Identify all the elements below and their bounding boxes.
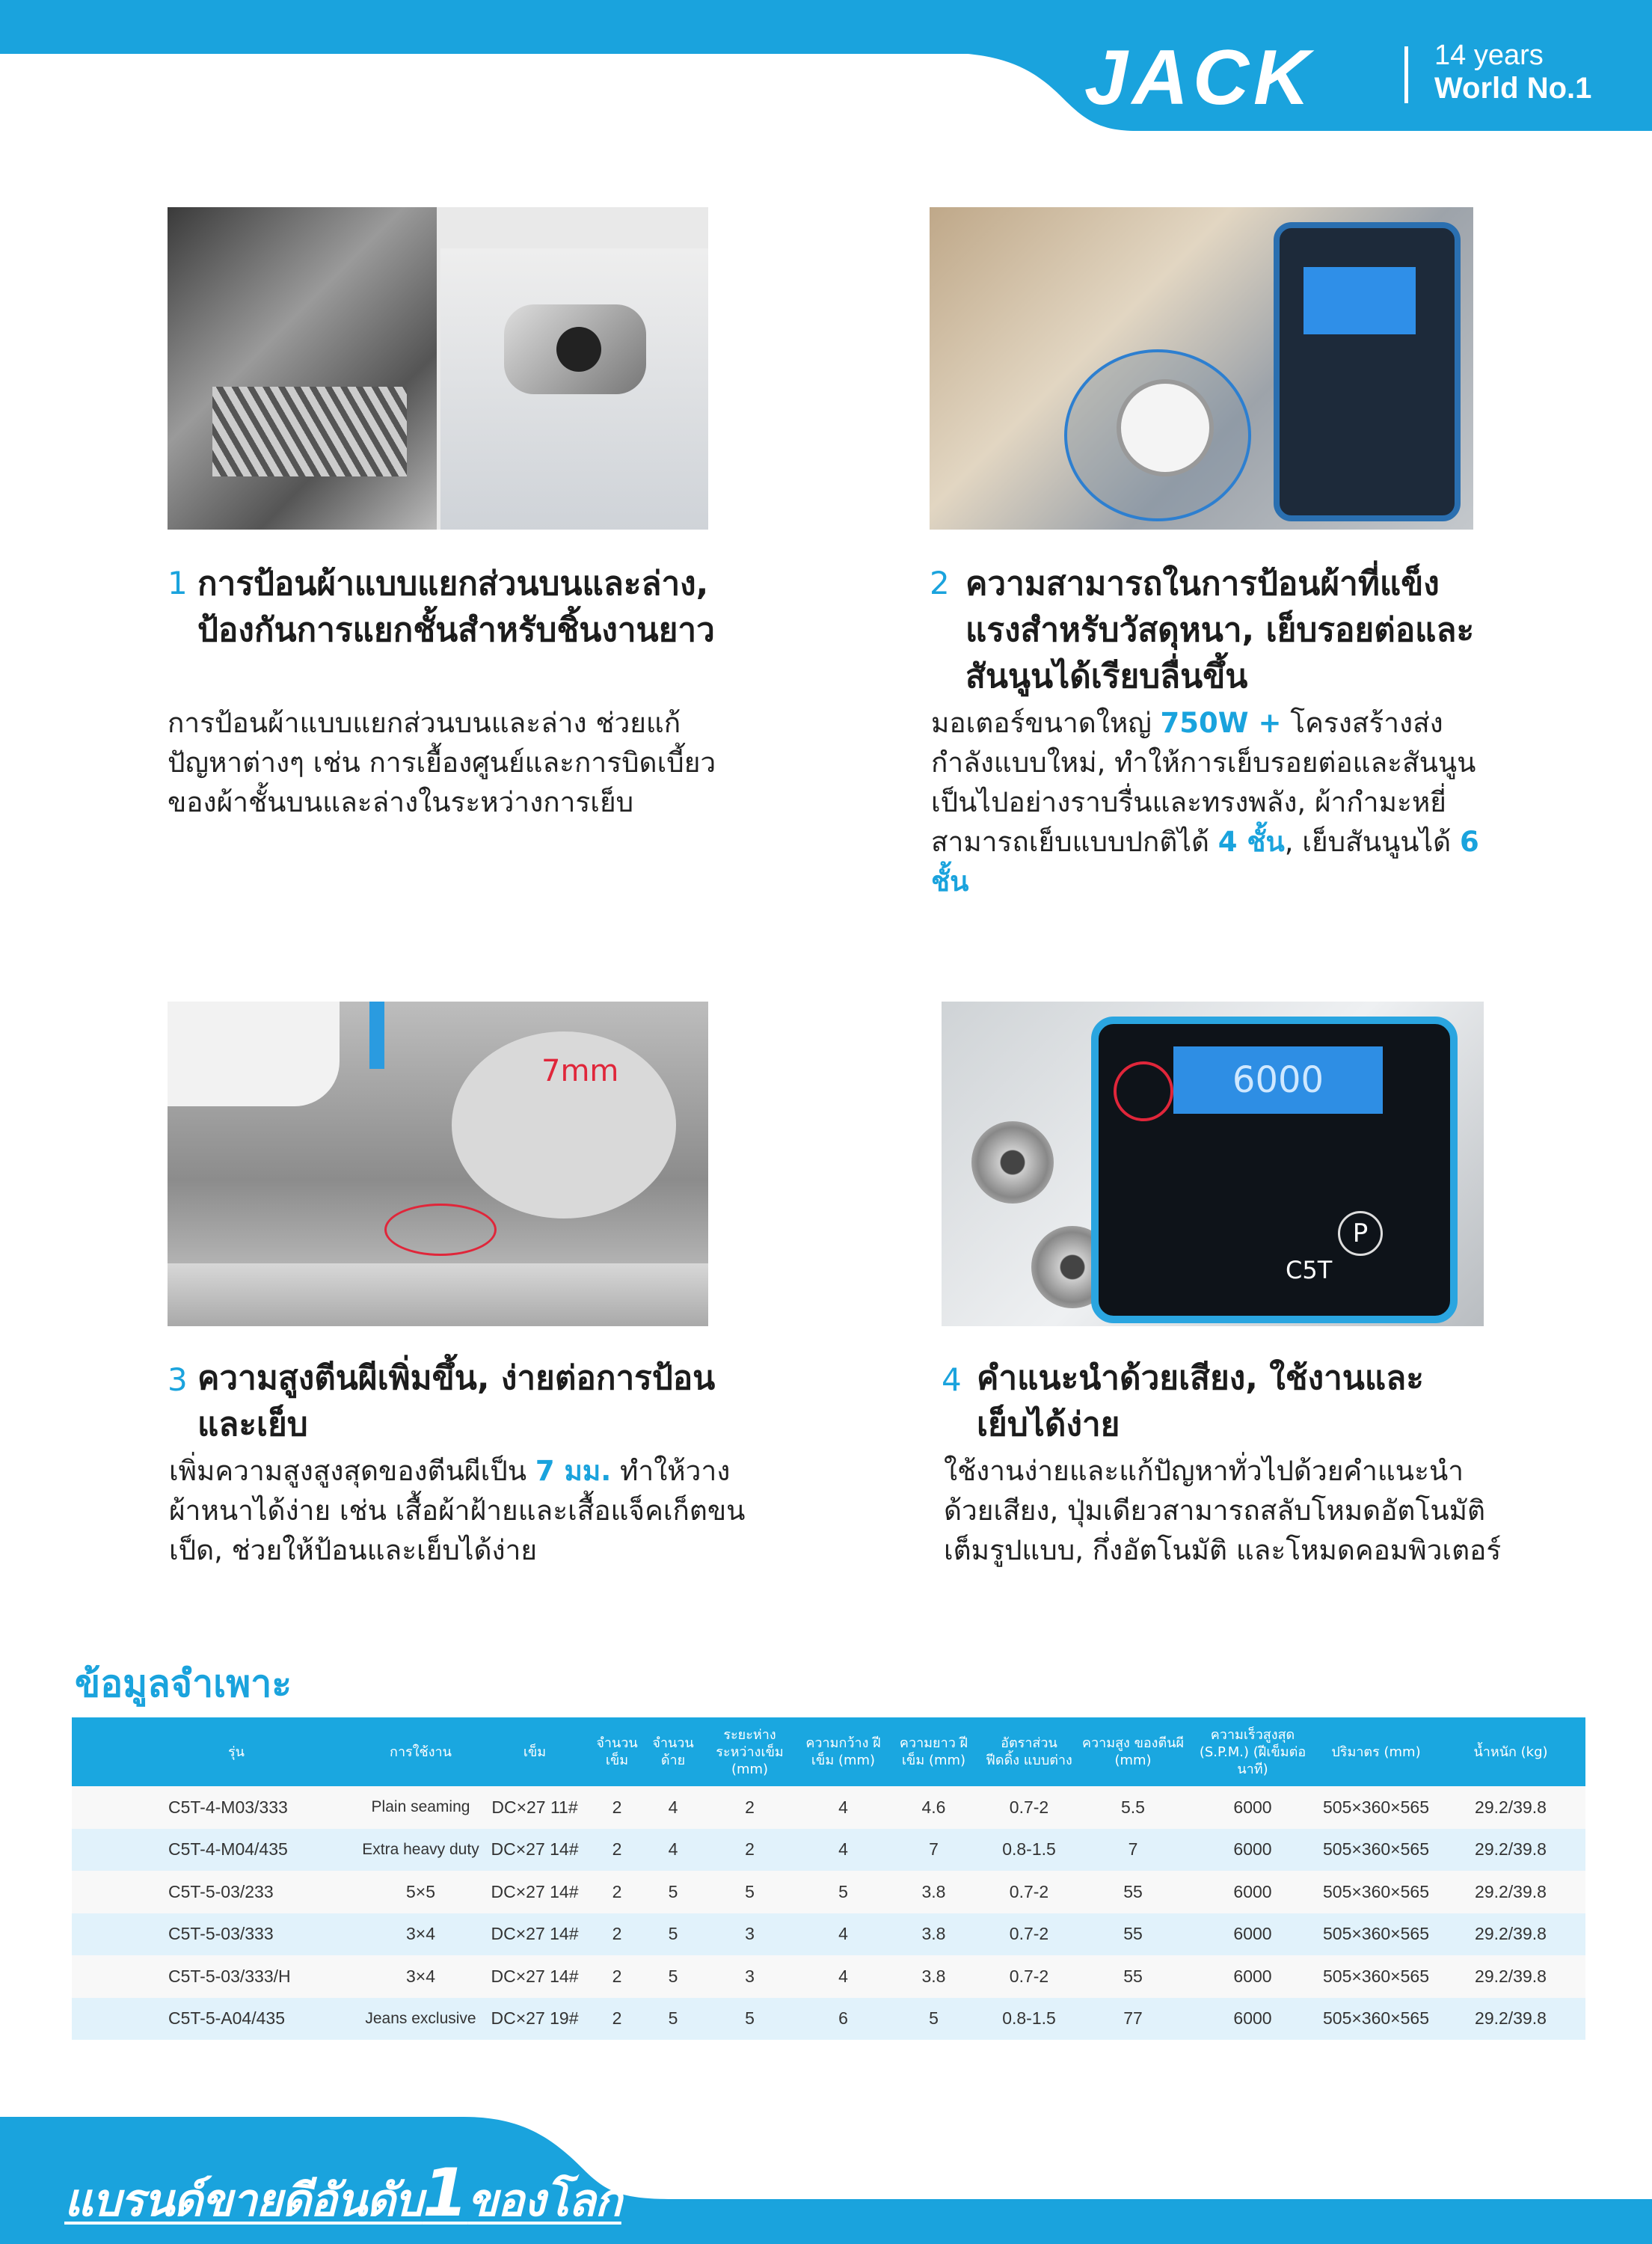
table-row: [72, 1998, 1585, 2041]
table-cell: 29.2/39.8: [1475, 1881, 1547, 1901]
table-cell: 5: [668, 1966, 678, 1986]
table-cell: 0.8-1.5: [1002, 2008, 1056, 2029]
table-cell: 4: [838, 1839, 848, 1860]
table-cell: 4: [668, 1797, 678, 1817]
table-cell: 4: [838, 1966, 848, 1986]
feature-3-image: [168, 1002, 708, 1326]
table-cell: 0.7-2: [1009, 1881, 1049, 1901]
table-cell: 505×360×565: [1323, 1839, 1429, 1860]
table-cell: C5T-5-A04/435: [168, 2008, 285, 2029]
jack-logo: JACK: [1084, 34, 1315, 121]
table-cell: 3.8: [921, 1966, 946, 1986]
table-cell: 29.2/39.8: [1475, 1797, 1547, 1817]
table-cell: DC×27 14#: [491, 1881, 579, 1901]
table-cell: 505×360×565: [1323, 1966, 1429, 1986]
feature-2-image: [930, 207, 1473, 530]
slogan-part2: ของโลก: [467, 2174, 621, 2227]
column-header: น้ำหนัก (kg): [1473, 1744, 1548, 1760]
highlight-750w: 750W +: [1160, 707, 1282, 739]
feature-4-image: [942, 1002, 1484, 1326]
table-cell: 6000: [1233, 1966, 1272, 1986]
table-cell: 5×5: [405, 1881, 435, 1901]
table-cell: 5.5: [1121, 1797, 1145, 1817]
table-cell: 0.7-2: [1009, 1924, 1049, 1944]
table-cell: 4.6: [921, 1797, 946, 1817]
highlight-7mm: 7 มม.: [535, 1455, 612, 1487]
table-cell: DC×27 19#: [491, 2008, 579, 2029]
table-row: [72, 1829, 1585, 1871]
table-cell: 2: [612, 2008, 622, 2029]
table-cell: 6000: [1233, 1924, 1272, 1944]
column-header: ความเร็วสูงสุด (S.P.M.) (ฝีเข็มต่อนาที): [1199, 1726, 1306, 1777]
table-cell: 6000: [1233, 1797, 1272, 1817]
table-cell: 2: [612, 1839, 622, 1860]
table-cell: 5: [745, 2008, 755, 2029]
table-cell: 4: [838, 1797, 848, 1817]
table-cell: 0.7-2: [1009, 1797, 1049, 1817]
table-row: [72, 1786, 1585, 1829]
feature-1-body: [168, 703, 736, 822]
table-cell: 29.2/39.8: [1475, 1966, 1547, 1986]
table-cell: 5: [668, 1881, 678, 1901]
body-text: ทำให้วางผ้าหนาได้ง่าย เช่น เสื้อผ้าฝ้ายและเสื้อแจ็คเก็ตขนเป็ด, ช่วยให้ป้อนและเย็บได้ง่าย: [169, 1455, 746, 1566]
spec-table-header: [72, 1717, 1585, 1786]
table-cell: 3.8: [921, 1881, 946, 1901]
tagline-world-no1: World No.1: [1434, 72, 1592, 105]
table-cell: 4: [668, 1839, 678, 1860]
table-cell: 3: [745, 1966, 755, 1986]
logo-tagline: [1434, 39, 1591, 105]
table-cell: 29.2/39.8: [1475, 1839, 1547, 1860]
speaker-button-highlight: [1114, 1061, 1173, 1121]
feature-1-title: การป้อนผ้าแบบแยกส่วนบนและล่าง, ป้องกันการแยกชั้นสำหรับชิ้นงานยาว: [197, 565, 715, 649]
table-cell: C5T-4-M04/435: [168, 1839, 288, 1860]
table-cell: C5T-5-03/233: [168, 1881, 274, 1901]
table-cell: 6000: [1233, 2008, 1272, 2029]
panel-display: 6000: [1173, 1046, 1383, 1114]
table-cell: 505×360×565: [1323, 2008, 1429, 2029]
highlight-4-layers: 4 ชั้น: [1217, 826, 1285, 858]
table-cell: 3×4: [405, 1924, 435, 1944]
table-cell: 5: [668, 1924, 678, 1944]
table-cell: 5: [745, 1881, 755, 1901]
feature-4-body: [944, 1451, 1505, 1570]
table-cell: 2: [612, 1924, 622, 1944]
column-header: รุ่น: [228, 1744, 245, 1760]
table-cell: DC×27 11#: [491, 1797, 578, 1817]
feature-4-title: คำแนะนำด้วยเสียง, ใช้งานและเย็บได้ง่าย: [977, 1359, 1424, 1444]
column-header: การใช้งาน: [390, 1744, 452, 1760]
table-cell: 6000: [1233, 1839, 1272, 1860]
table-cell: 505×360×565: [1323, 1924, 1429, 1944]
table-cell: 2: [612, 1881, 622, 1901]
tagline-years: 14 years: [1434, 40, 1544, 71]
panel-p-button: P: [1338, 1211, 1383, 1256]
feature-2-body: [931, 703, 1488, 901]
table-cell: 6000: [1233, 1881, 1272, 1901]
panel-model: C5T: [1286, 1256, 1333, 1284]
table-cell: C5T-5-03/333/H: [168, 1966, 291, 1986]
table-cell: 3.8: [921, 1924, 946, 1944]
table-row: [72, 1871, 1585, 1913]
highlight-6-layers: 6 ชั้น: [931, 826, 1479, 898]
table-cell: 3×4: [405, 1966, 435, 1986]
body-text: เพิ่มความสูงสูงสุดของตีนผีเป็น: [169, 1455, 535, 1487]
table-cell: 55: [1123, 1881, 1143, 1901]
table-cell: Jeans exclusive: [365, 2009, 476, 2027]
column-header: เข็ม: [523, 1744, 547, 1760]
table-row: [72, 1955, 1585, 1998]
table-cell: DC×27 14#: [491, 1924, 579, 1944]
footer-slogan: [64, 2154, 621, 2236]
column-header: ความยาว ฝีเข็ม (mm): [899, 1735, 968, 1768]
feature-2-title: ความสามารถในการป้อนผ้าที่แข็งแรงสำหรับวัสดุหนา, เย็บรอยต่อและสันนูนได้เรียบลื่นขึ้น: [965, 565, 1475, 696]
logo-divider: [1404, 46, 1408, 103]
table-cell: 2: [745, 1839, 755, 1860]
table-cell: 3: [745, 1924, 755, 1944]
body-text: ใช้งานง่ายและแก้ปัญหาทั่วไปด้วยคำแนะนำด้วยเสียง, ปุ่มเดียวสามารถสลับโหมดอัตโนมัติเต็มรูปแบบ, กึ่งอัตโนมัติ และโหมดคอมพิวเตอร์: [944, 1455, 1502, 1566]
feature-3-number: 3: [168, 1361, 188, 1398]
slogan-part1: แบรนด์ขายดีอันดับ: [64, 2174, 423, 2227]
table-cell: 0.7-2: [1009, 1966, 1049, 1986]
table-cell: C5T-4-M03/333: [168, 1797, 288, 1817]
feature-4-number: 4: [942, 1361, 962, 1398]
body-text: โครงสร้างส่งกำลังแบบใหม่, ทำให้การเย็บรอยต่อและสันนูนเป็นไปอย่างราบรื่นและทรงพลัง, ผ้ากำมะหยี่ สามารถเย็บแบบปกติได้: [931, 707, 1476, 858]
table-cell: 505×360×565: [1323, 1797, 1429, 1817]
feature-1-image: [168, 207, 708, 530]
table-cell: 2: [612, 1797, 622, 1817]
table-cell: DC×27 14#: [491, 1966, 579, 1986]
slogan-number: 1: [422, 2154, 468, 2231]
table-cell: 4: [838, 1924, 848, 1944]
column-header: จำนวน เข็ม: [596, 1735, 638, 1768]
height-annotation: 7mm: [541, 1054, 619, 1088]
column-header: ความสูง ของตีนผี (mm): [1081, 1735, 1185, 1768]
column-header: จำนวน ด้าย: [652, 1735, 694, 1768]
table-cell: 0.8-1.5: [1002, 1839, 1056, 1860]
table-cell: 5: [838, 1881, 848, 1901]
spec-table: [72, 1717, 1585, 2040]
table-cell: 6: [838, 2008, 848, 2029]
table-cell: 5: [668, 2008, 678, 2029]
table-cell: 5: [929, 2008, 939, 2029]
table-cell: 29.2/39.8: [1475, 1924, 1547, 1944]
table-cell: Plain seaming: [371, 1798, 470, 1816]
table-cell: 2: [745, 1797, 755, 1817]
feature-1-number: 1: [168, 565, 188, 601]
spec-title: ข้อมูลจำเพาะ: [75, 1662, 292, 1705]
feature-3-body: [169, 1451, 752, 1570]
feature-3-title: ความสูงตีนผีเพิ่มขึ้น, ง่ายต่อการป้อนและเย็บ: [197, 1359, 716, 1444]
table-cell: DC×27 14#: [491, 1839, 579, 1860]
table-cell: 2: [612, 1966, 622, 1986]
table-cell: C5T-5-03/333: [168, 1924, 274, 1944]
feature-2-number: 2: [930, 565, 950, 601]
table-cell: 55: [1123, 1966, 1143, 1986]
table-cell: 7: [1128, 1839, 1138, 1860]
table-cell: 7: [929, 1839, 939, 1860]
table-row: [72, 1913, 1585, 1956]
body-text: การป้อนผ้าแบบแยกส่วนบนและล่าง ช่วยแก้ปัญหาต่างๆ เช่น การเยื้องศูนย์และการบิดเบี้ยวของผ้าชั้นบนและล่างในระหว่างการเย็บ: [168, 707, 716, 818]
body-text: มอเตอร์ขนาดใหญ่: [931, 707, 1161, 739]
column-header: ความกว้าง ฝีเข็ม (mm): [805, 1735, 881, 1768]
table-cell: 29.2/39.8: [1475, 2008, 1547, 2029]
column-header: อัตราส่วน ฟีดดิ้ง แบบต่าง: [986, 1735, 1072, 1768]
body-text: , เย็บสันนูนได้: [1284, 826, 1460, 858]
table-cell: 55: [1123, 1924, 1143, 1944]
column-header: ปริมาตร (mm): [1331, 1744, 1421, 1760]
table-cell: Extra heavy duty: [362, 1840, 479, 1858]
table-cell: 77: [1123, 2008, 1143, 2029]
column-header: ระยะห่าง ระหว่างเข็ม (mm): [716, 1726, 784, 1777]
table-cell: 505×360×565: [1323, 1881, 1429, 1901]
